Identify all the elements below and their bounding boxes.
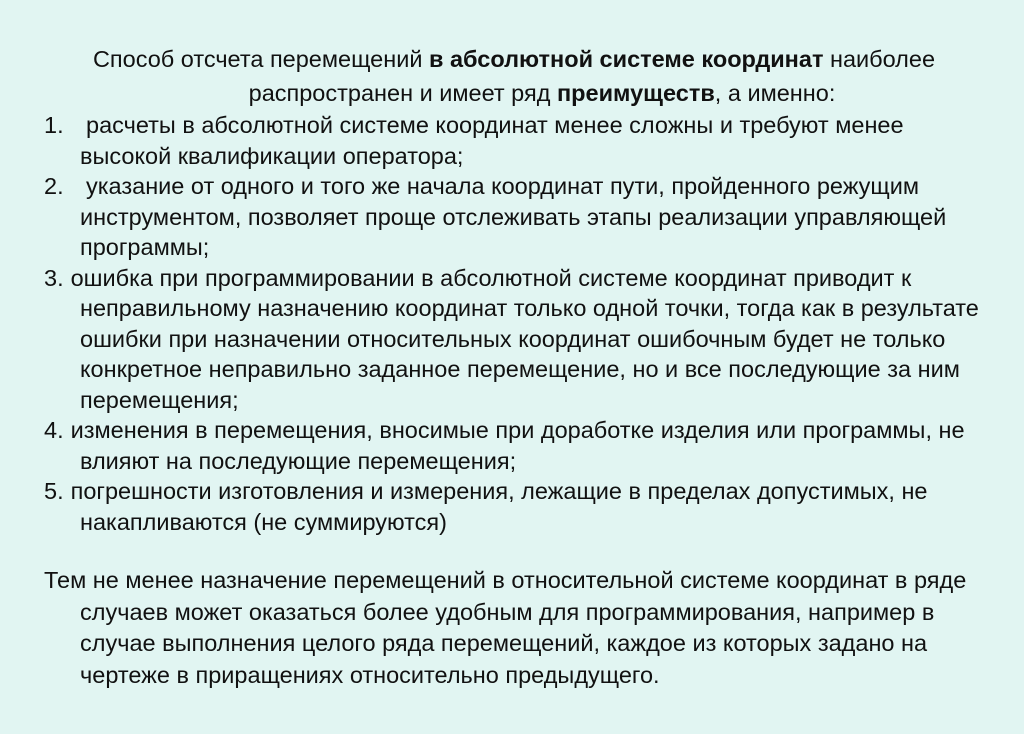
list-item-4: [44, 415, 984, 476]
list-item-text: расчеты в абсолютной системе координат менее сложны и требуют менее высокой квалификации оператора;: [80, 112, 904, 169]
intro-text-3: распространен и имеет ряд: [248, 80, 557, 106]
intro-bold-absolute-system: в абсолютной системе координат: [429, 46, 824, 72]
intro-text-4: , а именно:: [714, 80, 836, 106]
list-item-number: 4.: [44, 417, 64, 443]
list-item-number: 5.: [44, 478, 64, 504]
list-item-text: указание от одного и того же начала координат пути, пройденного режущим инструментом, позволяет проще отслеживать этапы реализации управляющей программы;: [80, 173, 947, 260]
list-item-number: 2.: [44, 173, 64, 199]
intro-text-1: Способ отсчета перемещений: [92, 46, 430, 72]
list-item-1: [44, 110, 984, 171]
intro-text-2: наиболее: [823, 46, 936, 72]
list-item-5: [44, 476, 984, 537]
list-item-text: ошибка при программировании в абсолютной системе координат приводит к неправильному назначению координат только одной точки, тогда как в результате ошибки при назначении относительных координат ошибочным будет не только конкретное неправильно заданное перемещение, но и все последующие за ним перемещения;: [70, 264, 979, 413]
intro-line-2: [44, 76, 984, 110]
list-item-text: погрешности изготовления и измерения, лежащие в пределах допустимых, не накапливаются (не суммируются): [70, 478, 928, 535]
advantages-list: [44, 110, 984, 537]
list-item-text: изменения в перемещения, вносимые при доработке изделия или программы, не влияют на последующие перемещения;: [70, 417, 965, 474]
list-item-number: 1.: [44, 112, 64, 138]
outro-paragraph: Тем не менее назначение перемещений в относительной системе координат в ряде случаев может оказаться более удобным для программирования, например в случае выполнения целого ряда перемещений, каждое из которых задано на чертеже в приращениях относительно предыдущего.: [44, 567, 967, 688]
list-item-2: [44, 171, 984, 263]
list-item-number: 3.: [44, 264, 64, 291]
intro-bold-advantages: преимуществ: [556, 80, 715, 106]
list-item-3: [44, 263, 984, 416]
intro-paragraph: [44, 42, 984, 110]
